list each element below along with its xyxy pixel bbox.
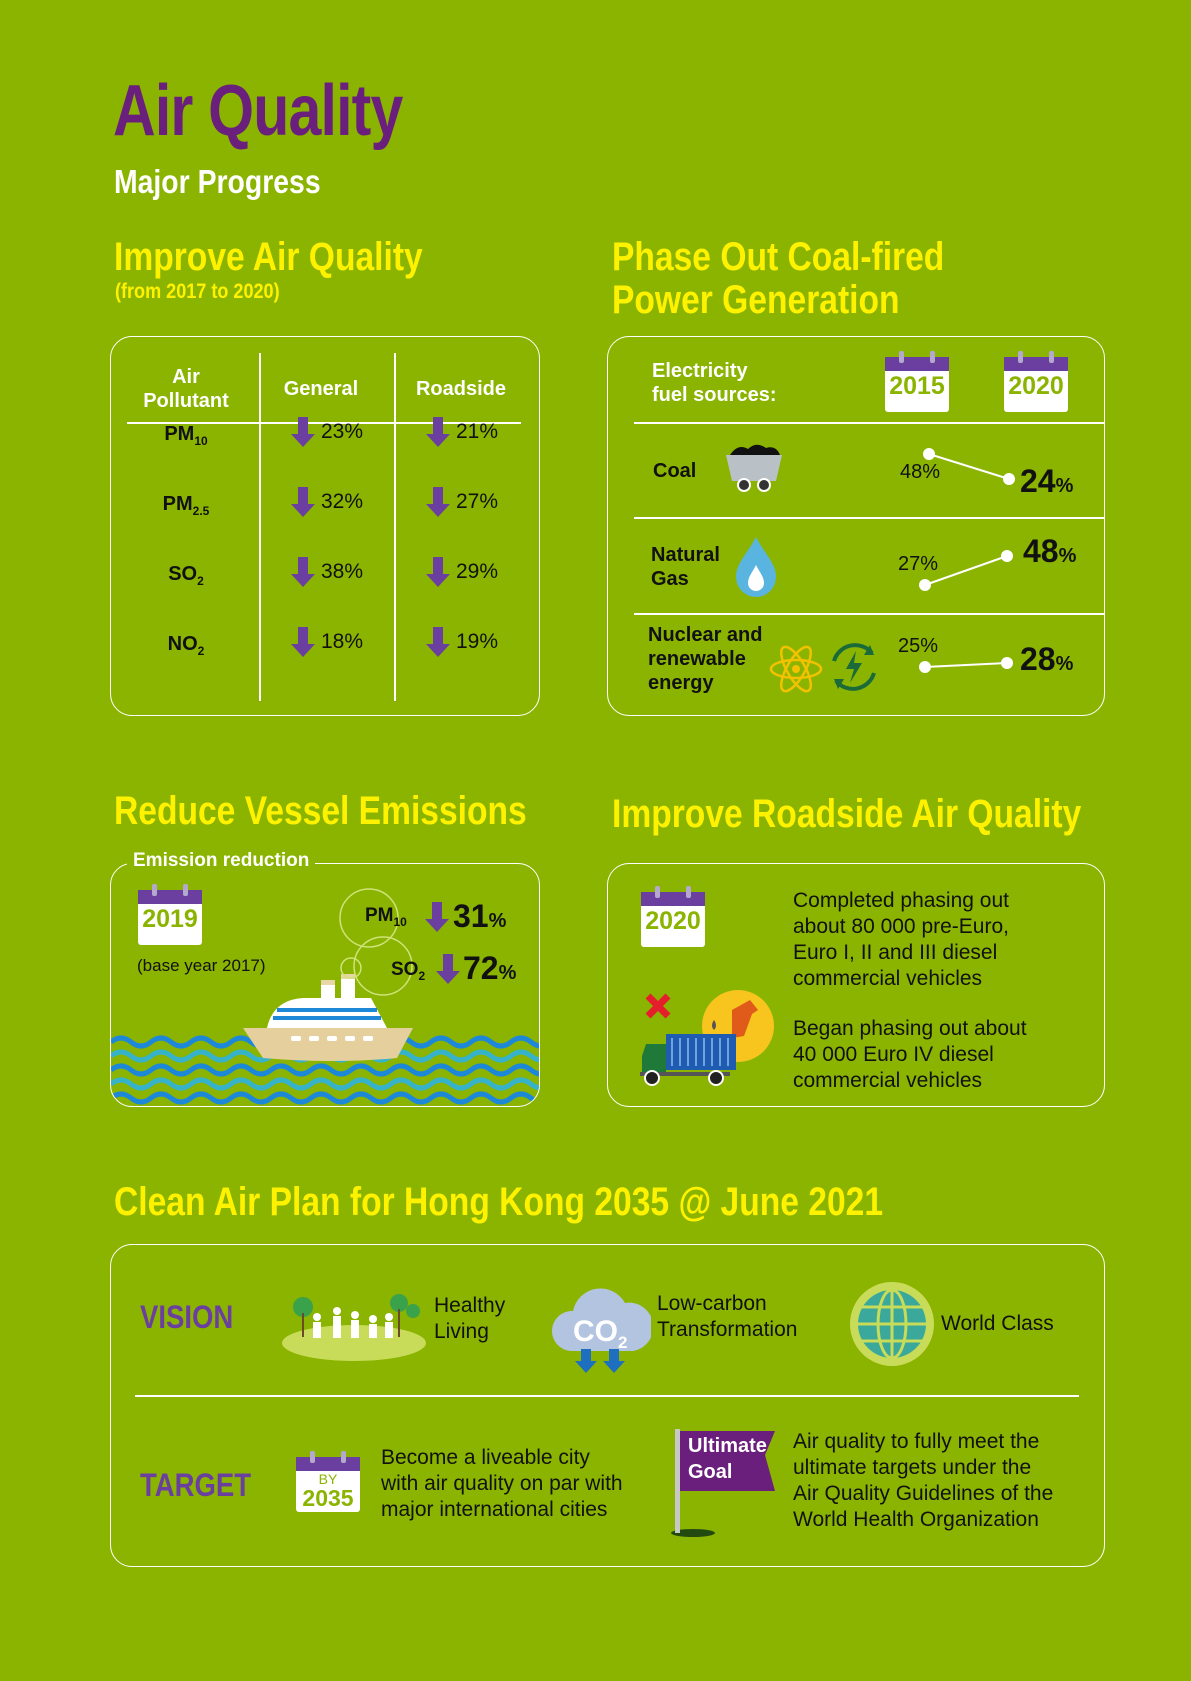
aq-subheading: (from 2017 to 2020) (115, 280, 280, 303)
by-year: 2035 (302, 1485, 354, 1511)
down-arrow-icon (291, 557, 315, 587)
table-vline-1 (259, 353, 261, 701)
fuel-coal-label: Coal (653, 460, 697, 482)
roadside-value: 21% (456, 420, 499, 443)
down-arrow-icon (426, 487, 450, 517)
vision-world-class: World Class (941, 1312, 1054, 1335)
roadside-year: 2020 (645, 907, 701, 935)
calendar-2020-roadside-icon (640, 886, 706, 953)
down-arrow-icon (426, 557, 450, 587)
roadside-reduction (426, 557, 498, 587)
down-arrow-icon (425, 902, 449, 932)
vessel-so-value: 72% (463, 950, 517, 986)
vessel-legend: Emission reduction (127, 849, 315, 873)
roadside-reduction (426, 487, 498, 517)
general-value: 38% (321, 560, 364, 583)
coal-heading-2: Power Generation (612, 278, 900, 322)
general-value: 32% (321, 490, 364, 513)
target-text-2: Air quality to fully meet the ultimate targets under the Air Quality Guidelines of the World Health Organization (793, 1430, 1054, 1531)
vision-low-carbon: Low-carbon Transformation (657, 1292, 798, 1341)
healthy-living-icon (281, 1287, 427, 1363)
general-value: 23% (321, 420, 364, 443)
general-reduction (291, 417, 363, 447)
nuclear-2015-value: 25% (898, 635, 939, 657)
page-subtitle: Major Progress (114, 163, 321, 200)
flag-text: Ultimate Goal (688, 1435, 767, 1483)
fuel-nuclear-label: Nuclear and renewable energy (648, 624, 763, 694)
aq-table-panel (110, 336, 540, 716)
coal-heading-1: Phase Out Coal-fired (612, 235, 945, 279)
vessel-base-year: (base year 2017) (137, 956, 266, 975)
vessel-panel (110, 863, 540, 1107)
general-reduction (291, 487, 363, 517)
roadside-value: 27% (456, 490, 499, 513)
gas-2015-value: 27% (898, 553, 939, 575)
co2-label: $CO_2$ (573, 1315, 628, 1352)
roadside-text-1: Completed phasing out about 80 000 pre-Euro, Euro I, II and III diesel commercial vehicles (793, 889, 1009, 990)
globe-icon (847, 1279, 937, 1369)
general-reduction (291, 627, 363, 657)
down-arrow-icon (291, 487, 315, 517)
target-label: TARGET (140, 1467, 252, 1503)
general-value: 18% (321, 630, 364, 653)
year-2015: 2015 (889, 372, 945, 400)
pollutant-label: $NO_2$ (167, 633, 205, 658)
calendar-2019-icon (137, 884, 203, 951)
down-arrow-icon (426, 417, 450, 447)
roadside-value: 29% (456, 560, 499, 583)
roadside-text-2: Began phasing out about 40 000 Euro IV diesel commercial vehicles (793, 1017, 1027, 1092)
vessel-pm-label: $PM_{10}$ (365, 905, 407, 929)
vision-healthy-living: Healthy Living (434, 1294, 506, 1343)
plan-divider (135, 1395, 1079, 1397)
fuel-slope-lines (608, 337, 1104, 715)
year-2020: 2020 (1008, 372, 1064, 400)
page-title: Air Quality (113, 71, 403, 151)
vessel-pm-value: 31% (453, 898, 507, 934)
fuel-gas-label: Natural Gas (651, 544, 720, 590)
general-reduction (291, 557, 363, 587)
pollutant-label: $PM_{2.5}$ (162, 493, 210, 518)
down-arrow-icon (436, 954, 460, 984)
col-general: General (283, 378, 359, 400)
coal-panel (607, 336, 1105, 716)
down-arrow-icon (291, 627, 315, 657)
vessel-year: 2019 (142, 905, 198, 933)
vessel-heading: Reduce Vessel Emissions (114, 789, 527, 833)
plan-panel (110, 1244, 1105, 1567)
target-text-1: Become a liveable city with air quality on par with major international cities (381, 1446, 623, 1521)
roadside-value: 19% (456, 630, 499, 653)
col-pollutant: Air Pollutant (143, 366, 229, 412)
aq-heading: Improve Air Quality (114, 235, 423, 279)
table-vline-2 (394, 353, 396, 701)
coal-2015-value: 48% (900, 461, 941, 483)
roadside-heading: Improve Roadside Air Quality (612, 792, 1082, 836)
plan-heading: Clean Air Plan for Hong Kong 2035 @ June 2021 (114, 1180, 884, 1224)
roadside-panel (607, 863, 1105, 1107)
down-arrow-icon (291, 417, 315, 447)
diesel-truck-icon (640, 990, 776, 1090)
vision-label: VISION (140, 1299, 234, 1335)
gas-2020-value: 48% (1023, 533, 1077, 569)
col-roadside: Roadside (415, 378, 507, 400)
vessel-so-label: $SO_2$ (391, 959, 426, 983)
fuel-label: Electricity fuel sources: (652, 360, 777, 406)
pollutant-label: $PM_{10}$ (164, 423, 208, 448)
down-arrow-icon (426, 627, 450, 657)
pollutant-label: $SO_2$ (168, 563, 204, 588)
roadside-reduction (426, 627, 498, 657)
coal-2020-value: 24% (1020, 463, 1074, 499)
by-label: BY (318, 1471, 338, 1487)
calendar-2035-icon (295, 1451, 361, 1518)
nuclear-2020-value: 28% (1020, 641, 1074, 677)
roadside-reduction (426, 417, 498, 447)
